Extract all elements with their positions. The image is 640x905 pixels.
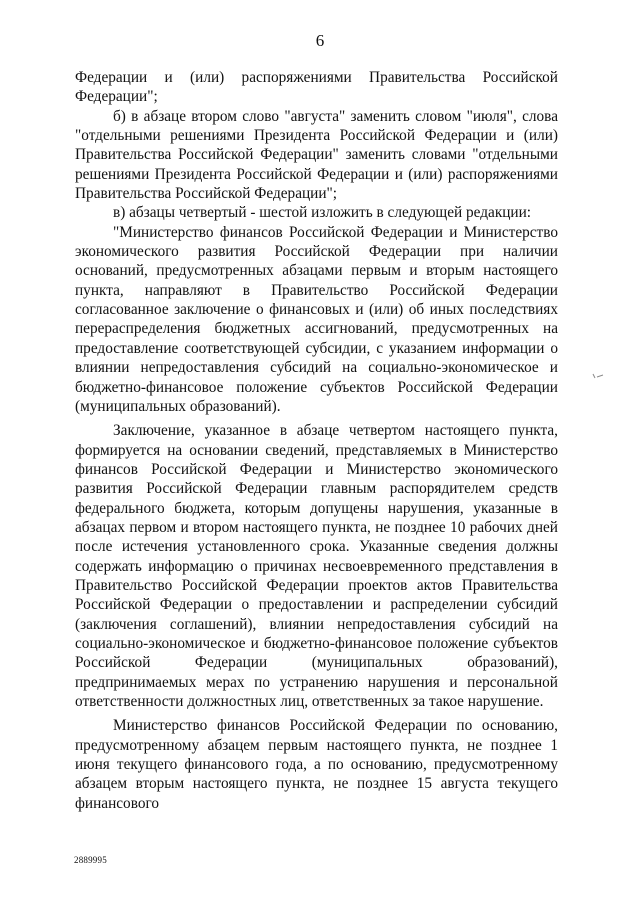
paragraph-ministry-finance: Министерство финансов Российской Федерации по основанию, предусмотренному абзацем первым настоящего пункта, не позднее 1 июня текущего финансового года, а по основанию, предусмотренному абзацем вторым настоящего пункта, не позднее 15 августа текущего финансового	[75, 717, 558, 812]
paragraph-item-b: б) в абзаце втором слово "августа" заменить словом "июля", слова "отдельными решениями Президента Российской Федерации и (или) Правительства Российской Федерации" заменить словами "отдельными решениями Президента Российской Федерации и (или) распоряжениями Правительства Российской Федерации";	[75, 107, 558, 203]
paragraph-continuation: Федерации и (или) распоряжениями Правительства Российской Федерации";	[75, 69, 558, 106]
scan-artifact-mark	[592, 372, 604, 380]
page-number: 6	[315, 31, 325, 50]
document-body	[75, 68, 558, 813]
document-code: 2889995	[74, 855, 107, 865]
paragraph-conclusion: Заключение, указанное в абзаце четвертом настоящего пункта, формируется на основании сведений, представляемых в Министерство финансов Российской Федерации и Министерство экономического развития Российской Федерации главным распорядителем средств федерального бюджета, которым допущены нарушения, указанные в абзацах первом и втором настоящего пункта, не позднее 10 рабочих дней после истечения установленного срока. Указанные сведения должны содержать информацию о причинах несвоевременного представления в Правительство Российской Федерации проектов актов Правительства Российской Федерации о предоставлении и распределении субсидий (заключения соглашений), влиянии непредоставления субсидий на социально-экономическое и бюджетно-финансовое положение субъектов Российской Федерации (муниципальных образований), предпринимаемых мерах по устранению нарушения и персональной ответственности должностных лиц, ответственных за такое нарушение.	[75, 422, 558, 710]
paragraph-item-v: в) абзацы четвертый - шестой изложить в следующей редакции:	[113, 204, 532, 222]
paragraph-quoted-start: "Министерство финансов Российской Федерации и Министерство экономического развития Российской Федерации при наличии оснований, предусмотренных абзацами первым и вторым настоящего пункта, направляют в Правительство Российской Федерации согласованное заключение о финансовых и (или) об иных последствиях перераспределения бюджетных ассигнований, предусмотренных на предоставление соответствующей субсидии, с указанием информации о влиянии непредоставления субсидий на социально-экономическое и бюджетно-финансовое положение субъектов Российской Федерации (муниципальных образований).	[75, 223, 558, 415]
